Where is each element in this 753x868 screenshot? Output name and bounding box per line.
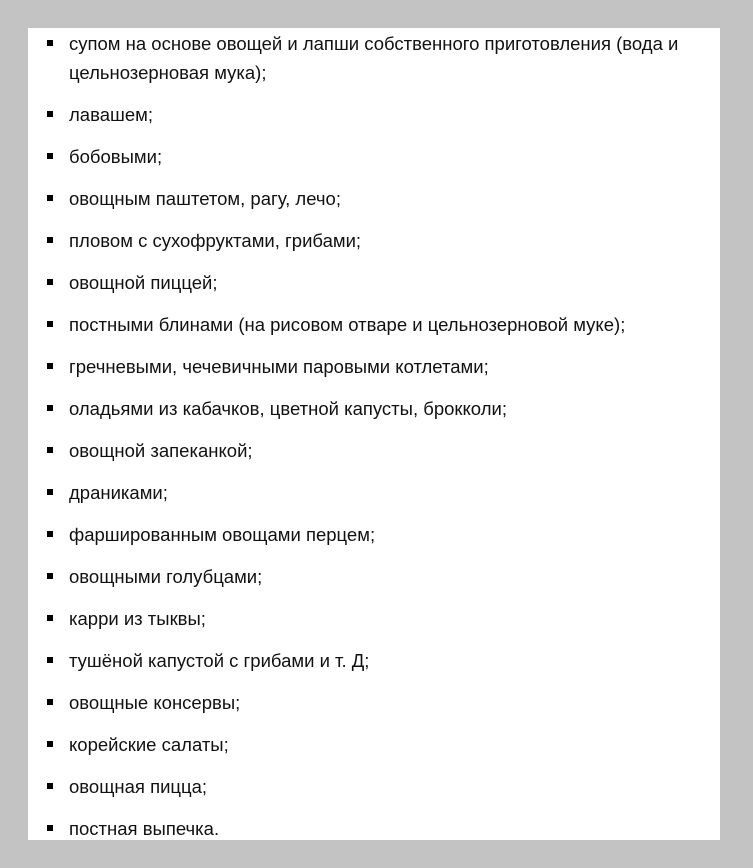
- square-bullet-icon: [47, 363, 53, 369]
- list-item-text: постная выпечка.: [69, 818, 220, 839]
- list-item: [28, 226, 720, 255]
- square-bullet-icon: [47, 40, 53, 46]
- list-item-text: тушёной капустой с грибами и т. Д;: [69, 650, 370, 671]
- square-bullet-icon: [47, 279, 53, 285]
- list-item-text: лавашем;: [69, 104, 153, 125]
- list-item: [28, 29, 720, 87]
- document-page: [28, 28, 720, 840]
- list-item-text: бобовыми;: [69, 146, 163, 167]
- list-item: [28, 646, 720, 675]
- list-item: [28, 310, 720, 339]
- list-item-text: овощным паштетом, рагу, лечо;: [69, 188, 341, 209]
- square-bullet-icon: [47, 783, 53, 789]
- square-bullet-icon: [47, 657, 53, 663]
- bullet-list: [28, 28, 720, 856]
- list-item-text: овощной пиццей;: [69, 272, 218, 293]
- list-item-text: оладьями из кабачков, цветной капусты, брокколи;: [69, 398, 507, 419]
- list-item-text: гречневыми, чечевичными паровыми котлетами;: [69, 356, 489, 377]
- list-item: [28, 142, 720, 171]
- list-item-text: постными блинами (на рисовом отваре и цельнозерновой муке);: [69, 314, 626, 335]
- square-bullet-icon: [47, 489, 53, 495]
- list-item: [28, 394, 720, 423]
- list-item-text: пловом с сухофруктами, грибами;: [69, 230, 362, 251]
- list-item: [28, 562, 720, 591]
- square-bullet-icon: [47, 825, 53, 831]
- list-item: [28, 100, 720, 129]
- list-item-text: драниками;: [69, 482, 168, 503]
- list-item: [28, 436, 720, 465]
- square-bullet-icon: [47, 615, 53, 621]
- list-item-text: фаршированным овощами перцем;: [69, 524, 376, 545]
- list-item: [28, 520, 720, 549]
- list-item: [28, 268, 720, 297]
- list-item-text: овощная пицца;: [69, 776, 208, 797]
- square-bullet-icon: [47, 237, 53, 243]
- list-item: [28, 688, 720, 717]
- list-item: [28, 814, 720, 843]
- list-item: [28, 730, 720, 759]
- square-bullet-icon: [47, 195, 53, 201]
- list-item-text: овощные консервы;: [69, 692, 241, 713]
- square-bullet-icon: [47, 573, 53, 579]
- list-item-text: овощными голубцами;: [69, 566, 263, 587]
- square-bullet-icon: [47, 321, 53, 327]
- list-item-text: овощной запеканкой;: [69, 440, 253, 461]
- square-bullet-icon: [47, 153, 53, 159]
- list-item: [28, 478, 720, 507]
- square-bullet-icon: [47, 741, 53, 747]
- square-bullet-icon: [47, 447, 53, 453]
- list-item-text: карри из тыквы;: [69, 608, 206, 629]
- list-item: [28, 604, 720, 633]
- list-item-text: супом на основе овощей и лапши собственного приготовления (вода и цельнозерновая мука);: [69, 33, 679, 83]
- list-item: [28, 184, 720, 213]
- list-item: [28, 772, 720, 801]
- list-item: [28, 352, 720, 381]
- square-bullet-icon: [47, 405, 53, 411]
- square-bullet-icon: [47, 531, 53, 537]
- square-bullet-icon: [47, 699, 53, 705]
- list-item-text: корейские салаты;: [69, 734, 229, 755]
- square-bullet-icon: [47, 111, 53, 117]
